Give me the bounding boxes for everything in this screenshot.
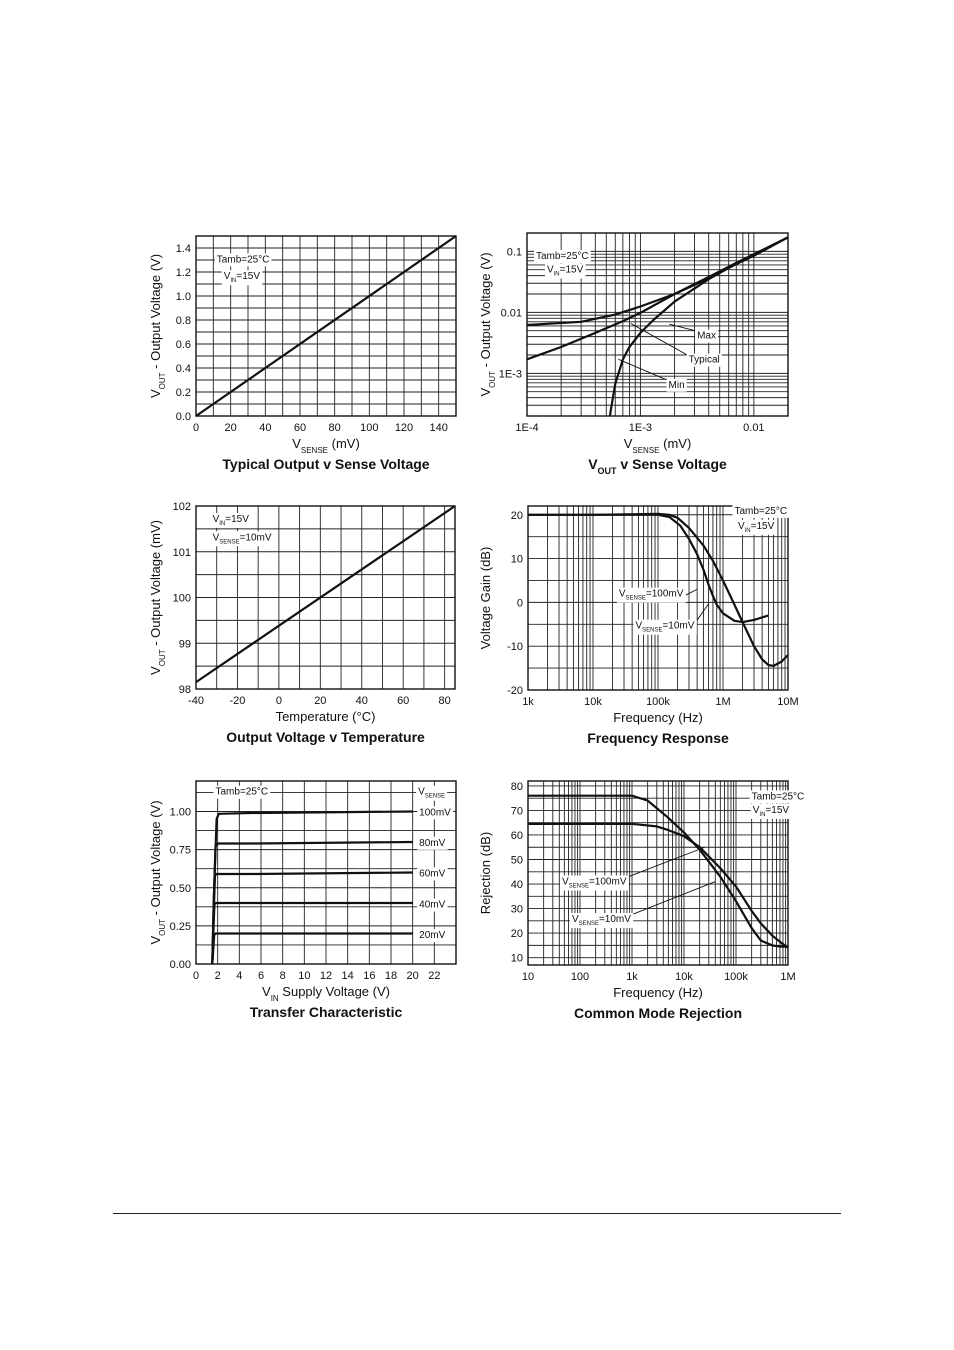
c2-chart-title: $V_{OUT}$ v Sense Voltage [588,456,727,476]
c4-series-label-text: $V_{SENSE}=100mV$ [618,588,684,602]
c1-y-tick-label: 0.0 [175,411,191,423]
c1-y-tick-label: 0.2 [175,387,191,399]
c5-note [416,786,447,801]
c2-y-tick-label: 0.01 [500,307,522,320]
c2-x-tick-label: 1E-4 [515,422,539,434]
c6-series-label-text: $V_{SENSE}=10mV$ [571,914,631,928]
c4-series-label-text: $V_{SENSE}=10mV$ [635,620,695,634]
c4-x-tick-label: 10k [584,696,602,708]
c5-series-label-text: 80mV [419,837,446,849]
c1-x-tick-label: 60 [293,422,307,434]
c4-y-tick-label: 0 [516,597,523,610]
c4-leader-line [697,604,709,621]
c2-leader-line [618,359,666,379]
c1-y-tick-label: 1.4 [175,243,191,255]
c1-x-tick-label: 0 [192,422,200,434]
chart-output-voltage-v-temperature [140,495,470,750]
c2-series-label-text: Max [697,330,717,342]
c1-y-tick-label: 0.4 [175,363,191,375]
c4-x-tick-label: 100k [646,696,670,708]
c4-note-text: $V_{IN}=15V$ [737,520,775,534]
c6-x-tick-label: 1k [626,971,638,983]
c3-x-tick-label: -20 [229,695,246,707]
c5-series-label [417,899,447,912]
c3-y-tick-label: 100 [172,592,191,605]
c3-note-text: $V_{IN}=15V$ [212,514,249,528]
c4-y-tick-label: 20 [510,509,523,522]
c5-series-line-3 [212,873,412,965]
c5-x-axis-label: $V_{IN}$ Supply Voltage (V) [262,984,390,1003]
c6-note-text: $V_{IN}=15V$ [752,804,790,818]
c6-x-tick-label: 10 [521,971,535,983]
chart-typical-output-v-sense-voltage [140,225,470,480]
c1-note-text: $V_{IN}=15V$ [223,271,261,285]
c6-y-axis-label: Rejection (dB) [478,831,493,915]
c2-y-axis-label: $V_{OUT}$ - Output Voltage (V) [478,252,497,397]
c1-note-text: Tamb=25°C [216,254,270,266]
c1-note [215,253,272,266]
c6-x-tick-label: 10k [675,971,693,983]
c5-series-line-5 [212,934,412,965]
c6-chart-title: Common Mode Rejection [573,1005,743,1021]
c1-x-tick-label: 40 [259,422,272,434]
c2-note [545,264,586,279]
c5-x-tick-label: 4 [236,970,243,982]
c5-series-label [417,929,447,942]
c3-note [211,531,274,546]
c5-x-tick-label: 18 [384,970,398,982]
c2-note-text: $V_{IN}=15V$ [546,264,584,278]
c1-x-tick-label: 120 [394,422,414,434]
c2-leader-line [631,323,687,354]
c5-series-label-text: 60mV [419,868,446,880]
c1-x-tick-label: 80 [328,422,341,434]
c6-x-tick-label: 1M [780,971,796,983]
c3-y-axis-label: $V_{OUT}$ - Output Voltage (mV) [148,520,167,675]
c6-x-tick-label: 100 [570,971,590,983]
c1-x-tick-label: 100 [360,422,379,434]
c3-y-tick-label: 102 [172,501,191,513]
c1-x-tick-label: 20 [224,422,237,434]
c2-y-tick-label: 0.1 [506,246,522,259]
c2-series-label [669,324,718,343]
c6-note-text: Tamb=25°C [751,791,805,803]
c5-note-text: Tamb=25°C [215,786,269,798]
c4-x-tick-label: 10M [777,696,799,708]
c5-x-tick-label: 22 [428,970,441,982]
c2-y-tick-label: 1E-3 [498,368,522,381]
c1-y-axis-label: $V_{OUT}$ - Output Voltage (V) [148,253,167,399]
c3-x-tick-label: -40 [188,695,204,707]
c2-leader-line [669,324,695,331]
c6-series-label-text: $V_{SENSE}=100mV$ [561,876,627,890]
c5-chart-title: Transfer Characteristic [249,1004,403,1020]
c1-note [222,270,263,285]
c2-x-axis-label: $V_{SENSE}$ (mV) [623,436,692,455]
chart-frequency-response [470,495,810,750]
c5-x-tick-label: 10 [298,970,311,982]
c5-note-text: $V_{SENSE}$ [418,786,446,800]
c5-x-tick-label: 8 [279,970,286,982]
c6-y-tick-label: 60 [510,829,523,842]
c1-y-tick-label: 1.2 [175,267,191,279]
c5-x-tick-label: 14 [341,970,354,982]
c3-x-tick-label: 0 [275,695,282,707]
c6-y-tick-label: 40 [510,879,523,892]
c5-series-label-text: 100mV [419,807,451,819]
c6-leader-line [633,882,715,914]
c5-x-tick-label: 16 [363,970,376,982]
c3-y-tick-label: 101 [172,546,191,559]
c2-note [534,250,591,263]
c4-note-text: Tamb=25°C [734,505,788,517]
c1-x-tick-label: 140 [429,422,448,434]
c4-x-tick-label: 1k [522,696,534,708]
c6-note [750,790,807,803]
c5-y-tick-label: 0.75 [169,844,191,857]
c6-y-tick-label: 10 [510,952,523,965]
c2-note-text: Tamb=25°C [535,250,589,262]
c6-y-tick-label: 50 [510,854,523,867]
c6-y-tick-label: 30 [510,903,523,916]
c4-series-label [617,588,697,603]
c5-series-label [417,867,447,880]
c5-y-tick-label: 0.00 [169,959,191,971]
c6-series-line-1 [528,796,788,947]
c5-x-tick-label: 6 [257,970,265,982]
c4-y-axis-label: Voltage Gain (dB) [478,546,493,650]
c3-x-tick-label: 40 [355,695,368,707]
c1-y-tick-label: 1.0 [175,291,191,303]
c2-series-label-text: Min [668,379,685,391]
c5-y-tick-label: 0.25 [169,920,191,933]
c1-chart-title: Typical Output v Sense Voltage [222,456,430,472]
c4-x-tick-label: 1M [715,696,731,708]
c5-x-tick-label: 0 [192,970,200,982]
c4-y-tick-label: -20 [507,685,523,697]
c4-note [736,520,777,535]
c6-y-tick-label: 70 [510,805,523,818]
chart-vout-v-sense-voltage [470,225,810,480]
chart-common-mode-rejection [470,770,810,1025]
c2-series-label-text: Typical [688,354,720,366]
c5-note [214,786,271,799]
footer-divider [113,1213,841,1214]
c1-y-tick-label: 0.6 [175,339,191,351]
c2-x-tick-label: 1E-3 [628,422,653,434]
c6-y-tick-label: 20 [510,928,523,941]
c6-x-tick-label: 100k [724,971,748,983]
c5-series-label-text: 20mV [419,930,446,942]
c1-y-tick-label: 0.8 [175,315,191,327]
c5-series-label [417,837,447,850]
c5-y-tick-label: 1.00 [169,806,191,819]
c1-x-axis-label: $V_{SENSE}$ (mV) [292,436,360,455]
c3-note [211,513,252,528]
c5-y-tick-label: 0.50 [169,882,191,895]
c5-x-tick-label: 12 [319,970,333,982]
c2-x-tick-label: 0.01 [743,422,765,434]
c4-y-tick-label: 10 [510,553,523,566]
c5-x-tick-label: 2 [214,970,221,982]
c5-x-tick-label: 20 [406,970,419,982]
c4-y-tick-label: -10 [507,641,523,654]
c5-series-label [417,806,453,819]
c3-x-tick-label: 60 [397,695,410,707]
c4-note [732,505,789,518]
c5-series-label-text: 40mV [419,899,446,911]
c3-y-tick-label: 98 [178,684,191,696]
c4-leader-line [686,589,697,595]
c3-x-tick-label: 20 [314,695,327,707]
c6-x-axis-label: Frequency (Hz) [613,985,703,1000]
c4-chart-title: Frequency Response [587,730,729,746]
c3-x-axis-label: Temperature (°C) [275,709,376,724]
c3-x-tick-label: 80 [438,695,451,707]
c4-x-axis-label: Frequency (Hz) [613,710,703,725]
chart-transfer-characteristic [140,770,470,1025]
c6-note [751,804,792,819]
c5-y-axis-label: $V_{OUT}$ - Output Voltage (V) [148,800,167,945]
c6-y-tick-label: 80 [510,780,523,793]
c3-y-tick-label: 99 [178,638,191,651]
c3-chart-title: Output Voltage v Temperature [226,729,425,745]
c3-note-text: $V_{SENSE}=10mV$ [212,532,272,546]
